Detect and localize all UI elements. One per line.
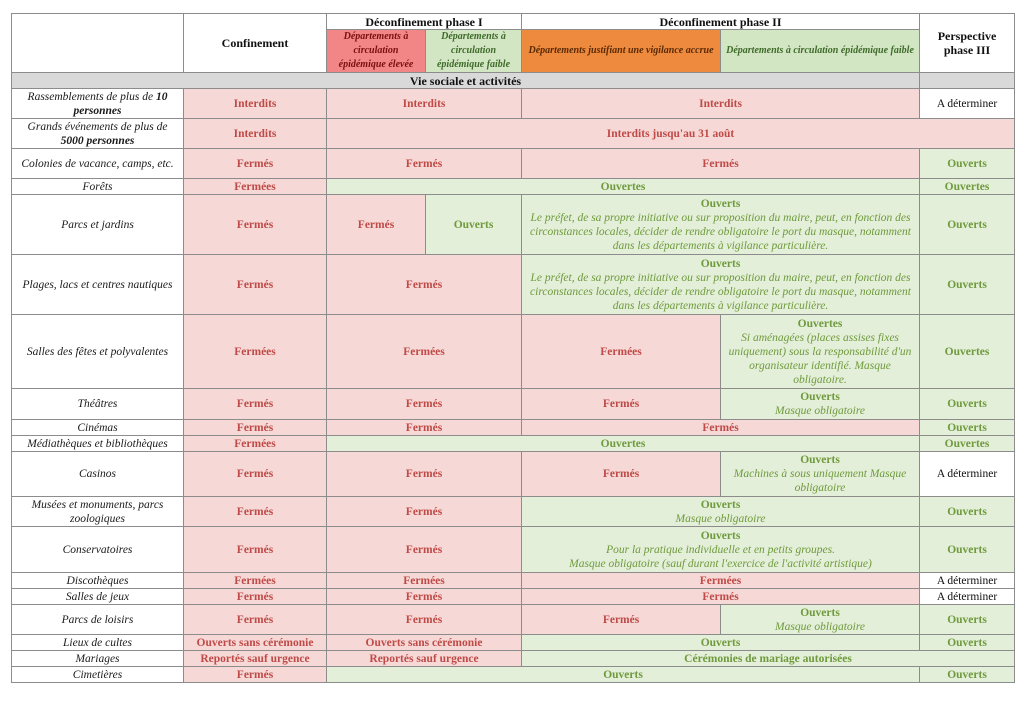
cell-title: Ouverts [700,529,741,542]
cell-phase3: Ouvertes [920,315,1015,389]
cell-note: Masque obligatoire (sauf durant l'exercice de l'activité artistique) [569,557,872,570]
cell-phase3: A déterminer [920,89,1015,119]
cell-title: Ouverts [800,606,840,619]
cell-phase1: Fermés [327,497,522,527]
row-label: Casinos [12,452,184,497]
cell-phase2 [522,527,920,573]
cell-phase3: Ouverts [920,667,1015,683]
cell-confinement: Ouverts sans cérémonie [184,635,327,651]
cell-note: Masque obligatoire [775,405,865,417]
cell-title: Ouverts [800,391,840,403]
cell-confinement: Fermés [184,527,327,573]
cell-phase2-vigilance: Fermés [522,605,721,635]
table-row [12,589,1015,605]
cell-note: Masque obligatoire [675,512,766,525]
cell-phase1: Fermés [327,255,522,315]
table-row [12,605,1015,635]
cell-confinement: Interdits [184,89,327,119]
cell-phase1: Fermées [327,315,522,389]
cell-confinement: Fermés [184,667,327,683]
cell-phase3: Ouverts [920,497,1015,527]
cell-phase3: Ouvertes [920,436,1015,452]
cell-phase2-vigilance: Fermés [522,452,721,497]
cell-phase1: Fermés [327,420,522,436]
cell-phase2 [522,255,920,315]
cell-confinement: Fermées [184,179,327,195]
table-row [12,420,1015,436]
cell-phase1: Fermées [327,573,522,589]
table-row [12,497,1015,527]
cell-confinement: Fermées [184,573,327,589]
row-label: Cimetières [12,667,184,683]
cell-phase1-low: Ouverts [426,195,522,255]
cell-note: Le préfet, de sa propre initiative ou sur proposition du maire, peut, en fonction des circonstances locales, décider de rendre obligatoire le port du masque, notamment dans les départements à vigilance particulière. [530,211,911,252]
cell-span: Interdits jusqu'au 31 août [327,119,1015,149]
row-label: Salles des fêtes et polyvalentes [12,315,184,389]
cell-phase3: Ouvertes [920,179,1015,195]
header-confinement: Confinement [184,14,327,73]
cell-phase1: Fermés [327,149,522,179]
row-label: Discothèques [12,573,184,589]
table-row [12,452,1015,497]
cell-confinement: Fermés [184,452,327,497]
cell-phase3: Ouverts [920,195,1015,255]
row-label: Musées et monuments, parcs zoologiques [12,497,184,527]
table-row [12,651,1015,667]
cell-phase2: Fermées [522,573,920,589]
row-label [12,89,184,119]
cell-confinement: Fermées [184,315,327,389]
row-label-bold: 10 personnes [73,90,168,117]
row-label: Mariages [12,651,184,667]
header-phase3: Perspective phase III [920,14,1015,73]
row-label-line: Rassemblements de plus de [27,90,154,103]
table-row [12,119,1015,149]
cell-phase2: Ouverts [522,635,920,651]
row-label: Théâtres [12,389,184,420]
cell-note: Si aménagées (places assises fixes uniquement) sous la responsabilité d'un organisateur identifié. Masque obligatoire. [728,331,912,386]
cell-confinement: Fermés [184,389,327,420]
cell-phase3: A déterminer [920,452,1015,497]
cell-phase2-vigilance: Fermés [522,389,721,420]
row-label: Cinémas [12,420,184,436]
cell-phase1: Fermés [327,452,522,497]
table-row [12,149,1015,179]
cell-confinement: Fermés [184,420,327,436]
row-label: Lieux de cultes [12,635,184,651]
cell-phase3: Ouverts [920,389,1015,420]
cell-phase2 [522,497,920,527]
cell-confinement: Fermés [184,255,327,315]
header-phase2: Déconfinement phase II [522,14,920,30]
cell-phase3: Ouverts [920,635,1015,651]
cell-phase1: Fermés [327,389,522,420]
header-p1-high: Départements à circulation épidémique élevée [327,30,426,73]
row-label: Colonies de vacance, camps, etc. [12,149,184,179]
section-title: Vie sociale et activités [12,73,920,89]
row-label: Conservatoires [12,527,184,573]
cell-note: Machines à sous uniquement Masque obligatoire [733,468,907,494]
cell-note: Pour la pratique individuelle et en petits groupes. [606,543,835,556]
header-phase1: Déconfinement phase I [327,14,522,30]
cell-phase1: Interdits [327,89,522,119]
cell-phase2-vigilance: Fermées [522,315,721,389]
cell-confinement: Fermés [184,497,327,527]
row-label-bold: 5000 personnes [60,134,135,147]
header-empty-cell [12,14,184,73]
cell-span: Ouvertes [327,179,920,195]
cell-phase2-low [721,452,920,497]
table-row [12,436,1015,452]
cell-phase3: A déterminer [920,573,1015,589]
cell-confinement: Fermés [184,589,327,605]
row-label: Salles de jeux [12,589,184,605]
cell-confinement: Fermés [184,195,327,255]
table-row [12,389,1015,420]
row-label-line: Grands événements de plus de [27,120,168,133]
cell-phase3: Ouverts [920,255,1015,315]
table-row [12,667,1015,683]
table-row [12,573,1015,589]
row-label: Parcs et jardins [12,195,184,255]
cell-phase1: Fermés [327,527,522,573]
cell-phase3: Ouverts [920,420,1015,436]
cell-phase1: Ouverts sans cérémonie [327,635,522,651]
cell-phase1-high: Fermés [327,195,426,255]
cell-phase3: Ouverts [920,149,1015,179]
cell-title: Ouverts [700,498,741,511]
cell-phase3: A déterminer [920,589,1015,605]
cell-note: Le préfet, de sa propre initiative ou sur proposition du maire, peut, en fonction des circonstances locales, décider de rendre obligatoire le port du masque, notamment dans les départements à vigilance particulière. [530,271,911,312]
section-title-end [920,73,1015,89]
cell-note: Masque obligatoire [775,620,865,633]
cell-phase3: Ouverts [920,605,1015,635]
table-row [12,635,1015,651]
cell-title: Ouverts [700,257,741,270]
row-label: Plages, lacs et centres nautiques [12,255,184,315]
cell-confinement: Fermées [184,436,327,452]
cell-phase2-low [721,389,920,420]
cell-title: Ouvertes [797,317,843,330]
header-p2-low: Départements à circulation épidémique faible [721,30,920,73]
header-p1-low: Départements à circulation épidémique faible [426,30,522,73]
cell-confinement: Fermés [184,605,327,635]
table-row [12,195,1015,255]
table-row [12,315,1015,389]
cell-confinement: Fermés [184,149,327,179]
cell-phase2-low [721,605,920,635]
cell-span: Ouverts [327,667,920,683]
cell-phase2-low [721,315,920,389]
table-row [12,255,1015,315]
row-label [12,119,184,149]
cell-phase2: Fermés [522,589,920,605]
cell-phase2 [522,195,920,255]
cell-phase2: Fermés [522,149,920,179]
table-row [12,179,1015,195]
cell-span: Ouvertes [327,436,920,452]
cell-phase2: Interdits [522,89,920,119]
cell-phase2: Fermés [522,420,920,436]
cell-title: Ouverts [800,454,840,466]
cell-phase1: Fermés [327,589,522,605]
row-label: Forêts [12,179,184,195]
cell-phase1: Fermés [327,605,522,635]
measures-table [11,13,1015,683]
cell-phase3: Ouverts [920,527,1015,573]
cell-title: Ouverts [700,197,741,210]
cell-confinement: Interdits [184,119,327,149]
row-label: Médiathèques et bibliothèques [12,436,184,452]
table-row [12,89,1015,119]
row-label: Parcs de loisirs [12,605,184,635]
table-row [12,527,1015,573]
header-p2-vigilance: Départements justifiant une vigilance accrue [522,30,721,73]
cell-phase1: Reportés sauf urgence [327,651,522,667]
cell-span: Cérémonies de mariage autorisées [522,651,1015,667]
cell-confinement: Reportés sauf urgence [184,651,327,667]
